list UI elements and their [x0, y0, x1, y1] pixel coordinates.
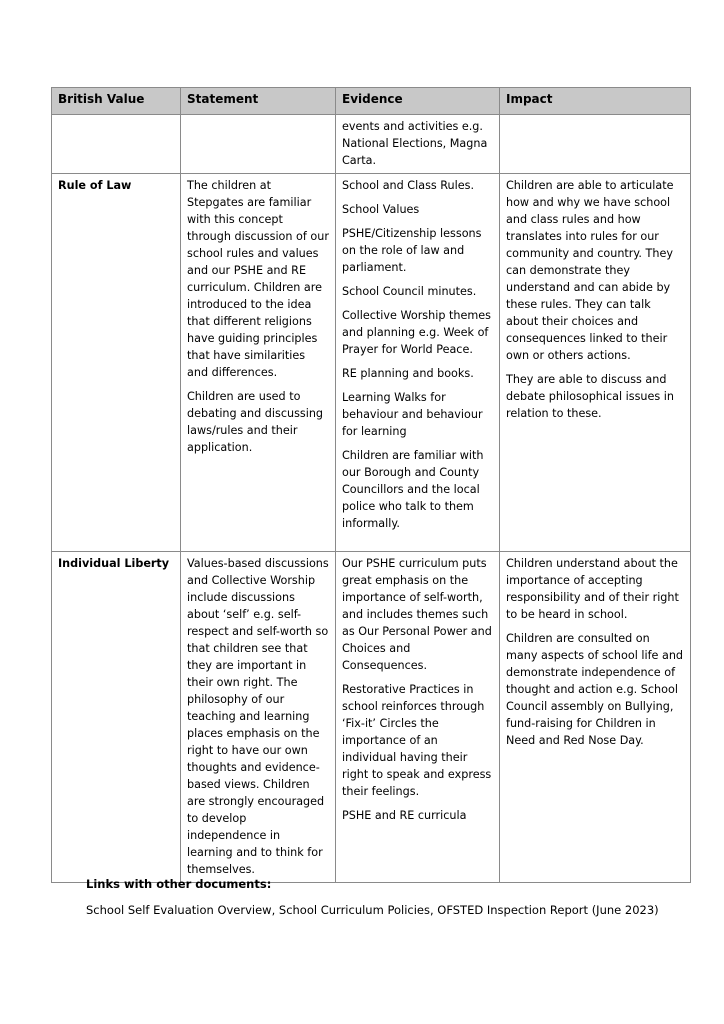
impact-cell	[500, 115, 691, 174]
statement-cell	[181, 115, 336, 174]
statement-cell	[181, 174, 336, 552]
evidence-paragraph: Children are familiar with our Borough and County Councillors and the local police who talk to them informally.	[342, 449, 484, 530]
evidence-paragraph: Restorative Practices in school reinforces through ‘Fix-it’ Circles the importance of an individual having their right to speak and express their feelings.	[342, 683, 492, 798]
evidence-cell	[336, 552, 500, 883]
table-row	[52, 552, 691, 883]
header-british-value: British Value	[52, 88, 181, 115]
british-values-table	[51, 87, 691, 883]
links-body: School Self Evaluation Overview, School Curriculum Policies, OFSTED Inspection Report (June 2023)	[86, 903, 659, 917]
impact-paragraph: Children are consulted on many aspects of school life and demonstrate independence of thought and action e.g. School Council assembly on Bullying, fund-raising for Children in Need and Red Nose Day.	[506, 632, 684, 747]
header-statement: Statement	[181, 88, 336, 115]
evidence-paragraph: events and activities e.g. National Elections, Magna Carta.	[342, 120, 488, 167]
value-cell: Individual Liberty	[52, 552, 181, 883]
table-header-row	[52, 88, 691, 115]
impact-cell	[500, 174, 691, 552]
evidence-paragraph: Learning Walks for behaviour and behaviour for learning	[342, 391, 483, 438]
value-cell	[52, 115, 181, 174]
statement-paragraph: Children are used to debating and discussing laws/rules and their application.	[187, 390, 324, 454]
impact-paragraph: Children are able to articulate how and why we have school and class rules and how translates into rules for our community and country. They can demonstrate they understand and can abide by these rules. They can talk about their choices and consequences linked to their own or others actions.	[506, 179, 674, 362]
evidence-paragraph: RE planning and books.	[342, 367, 474, 380]
table-row	[52, 174, 691, 552]
evidence-paragraph: PSHE/Citizenship lessons on the role of law and parliament.	[342, 227, 482, 274]
table-row	[52, 115, 691, 174]
impact-cell	[500, 552, 691, 883]
links-heading: Links with other documents:	[86, 877, 272, 891]
header-impact: Impact	[500, 88, 691, 115]
evidence-paragraph: School Council minutes.	[342, 285, 477, 298]
evidence-cell	[336, 174, 500, 552]
statement-cell	[181, 552, 336, 883]
value-cell: Rule of Law	[52, 174, 181, 552]
header-evidence: Evidence	[336, 88, 500, 115]
impact-paragraph: Children understand about the importance of accepting responsibility and of their right to be heard in school.	[506, 557, 679, 621]
evidence-paragraph: PSHE and RE curricula	[342, 809, 467, 822]
impact-paragraph: They are able to discuss and debate philosophical issues in relation to these.	[506, 373, 674, 420]
links-section	[86, 876, 659, 919]
evidence-cell	[336, 115, 500, 174]
statement-paragraph: Values-based discussions and Collective Worship include discussions about ‘self’ e.g. self-respect and self-worth so that children see that they are important in their own right. The philosophy of our teaching and learning places emphasis on the right to have our own thoughts and evidence-based views. Children are strongly encouraged to develop independence in learning and to think for themselves.	[187, 557, 329, 876]
evidence-paragraph: School and Class Rules.	[342, 179, 475, 192]
evidence-paragraph: School Values	[342, 203, 420, 216]
statement-paragraph: The children at Stepgates are familiar with this concept through discussion of our school rules and values and our PSHE and RE curriculum. Children are introduced to the idea that different religions have guiding principles that have similarities and differences.	[187, 179, 329, 379]
evidence-paragraph: Collective Worship themes and planning e.g. Week of Prayer for World Peace.	[342, 309, 491, 356]
evidence-paragraph: Our PSHE curriculum puts great emphasis on the importance of self-worth, and includes themes such as Our Personal Power and Choices and Consequences.	[342, 557, 492, 672]
